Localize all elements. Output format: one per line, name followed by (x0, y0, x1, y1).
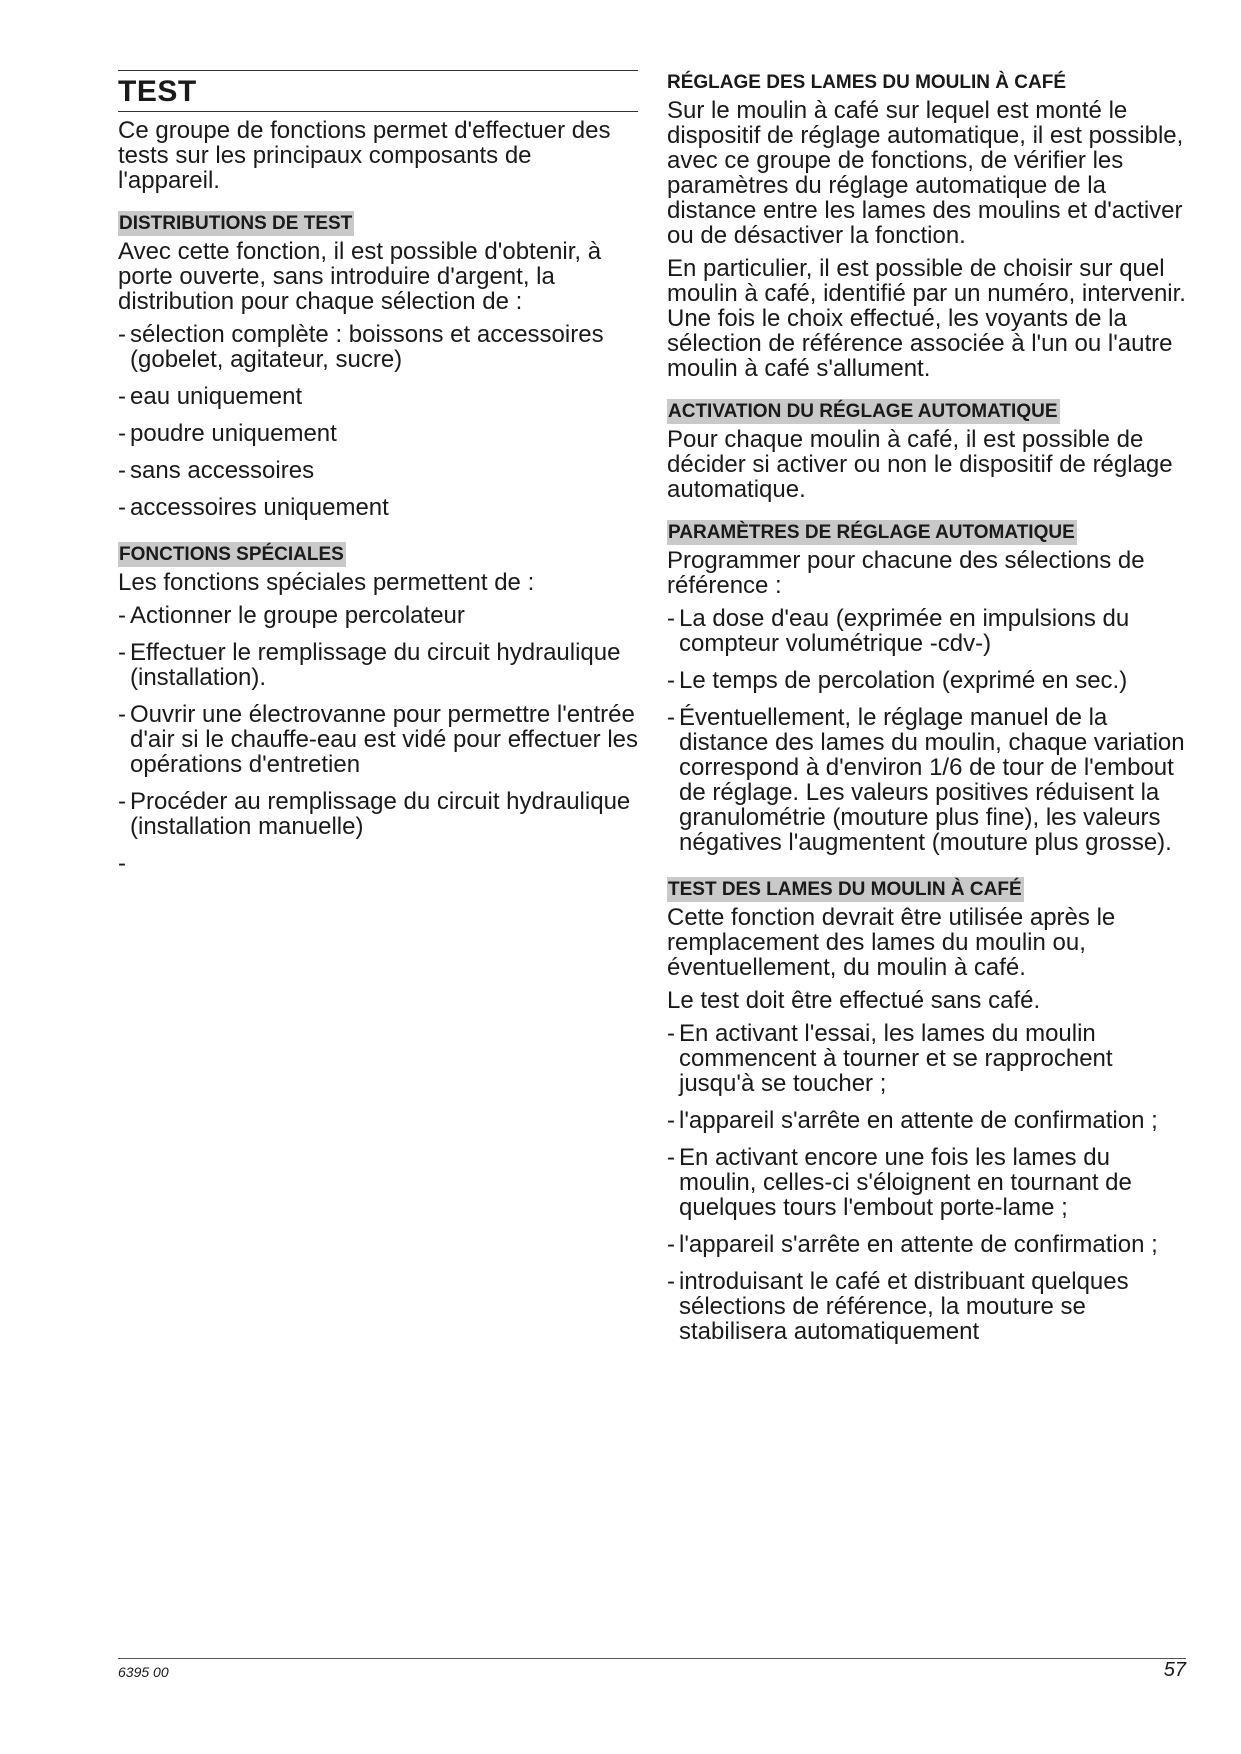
distributions-text: Avec cette fonction, il est possible d'obtenir, à porte ouverte, sans introduire d'argent, la distribution pour chaque sélection de : (118, 238, 602, 315)
section-heading-activation: ACTIVATION DU RÉGLAGE AUTOMATIQUE (668, 401, 1058, 422)
list-item: - Actionner le groupe percolateur (118, 603, 638, 628)
list-item: - introduisant le café et distribuant quelques sélections de référence, la mouture se stabilisera automatiquement (667, 1269, 1187, 1344)
list-item: - Éventuellement, le réglage manuel de la distance des lames du moulin, chaque variation correspond à d'environ 1/6 de tour de l'embout de réglage. Les valeurs positives réduisent la granulométrie (mouture plus fine), les valeurs négatives l'augmentent (mouture plus grosse). (667, 705, 1187, 855)
list-item: - l'appareil s'arrête en attente de confirmation ; (667, 1232, 1187, 1257)
list-item: - sélection complète : boissons et accessoires (gobelet, agitateur, sucre) (118, 322, 638, 372)
list-item: - La dose d'eau (exprimée en impulsions du compteur volumétrique -cdv-) (667, 606, 1187, 656)
blade-adjust-text-1: Sur le moulin à café sur lequel est monté le dispositif de réglage automatique, il est possible, avec ce groupe de fonctions, de vérifier les paramètres du réglage automatique de la distance entre les lames des moulins et d'activer ou de désactiver la fonction. (667, 97, 1184, 249)
list-item: - En activant encore une fois les lames du moulin, celles-ci s'éloignent en tournant de quelques tours l'embout porte-lame ; (667, 1145, 1187, 1220)
list-item: - l'appareil s'arrête en attente de confirmation ; (667, 1108, 1187, 1133)
special-text: Les fonctions spéciales permettent de : (118, 569, 535, 596)
distributions-list (118, 322, 638, 520)
list-item: - poudre uniquement (118, 421, 638, 446)
special-list (118, 603, 638, 876)
list-item: - Le temps de percolation (exprimé en sec.) (667, 668, 1187, 693)
list-item: - Ouvrir une électrovanne pour permettre l'entrée d'air si le chauffe-eau est vidé pour effectuer les opérations d'entretien (118, 702, 638, 777)
list-item-empty (118, 851, 638, 876)
parameters-text: Programmer pour chacune des sélections de référence : (667, 547, 1145, 599)
page-title: TEST (118, 75, 197, 108)
left-column (118, 70, 638, 888)
intro-text: Ce groupe de fonctions permet d'effectuer des tests sur les principaux composants de l'appareil. (118, 117, 611, 194)
list-item: - Effectuer le remplissage du circuit hydraulique (installation). (118, 640, 638, 690)
blade-adjust-text-2: En particulier, il est possible de choisir sur quel moulin à café, identifié par un numéro, intervenir. Une fois le choix effectué, les voyants de la sélection de référence associée à l'un ou l'autre moulin à café s'allument. (667, 255, 1186, 382)
list-item: - accessoires uniquement (118, 495, 638, 520)
blade-test-text-1: Cette fonction devrait être utilisée après le remplacement des lames du moulin ou, éventuellement, du moulin à café. (667, 904, 1116, 981)
list-item: - eau uniquement (118, 384, 638, 409)
list-item: - sans accessoires (118, 458, 638, 483)
activation-text: Pour chaque moulin à café, il est possible de décider si activer ou non le dispositif de réglage automatique. (667, 426, 1173, 503)
footer-divider (118, 1658, 1186, 1659)
page-number: 57 (1163, 1659, 1186, 1681)
section-heading-blade-adjust: RÉGLAGE DES LAMES DU MOULIN À CAFÉ (667, 72, 1067, 93)
blade-test-text-2: Le test doit être effectué sans café. (667, 987, 1041, 1014)
parameters-list (667, 606, 1187, 855)
right-column (667, 70, 1187, 1356)
section-heading-blade-test: TEST DES LAMES DU MOULIN À CAFÉ (668, 879, 1022, 900)
section-heading-special: FONCTIONS SPÉCIALES (119, 544, 344, 565)
list-item: - En activant l'essai, les lames du moulin commencent à tourner et se rapprochent jusqu'à se toucher ; (667, 1021, 1187, 1096)
document-code: 6395 00 (118, 1664, 169, 1680)
blade-test-list (667, 1021, 1187, 1344)
list-item: - Procéder au remplissage du circuit hydraulique (installation manuelle) (118, 789, 638, 839)
section-heading-distributions: DISTRIBUTIONS DE TEST (119, 213, 353, 234)
section-heading-parameters: PARAMÈTRES DE RÉGLAGE AUTOMATIQUE (668, 522, 1075, 543)
title-block (118, 70, 638, 112)
